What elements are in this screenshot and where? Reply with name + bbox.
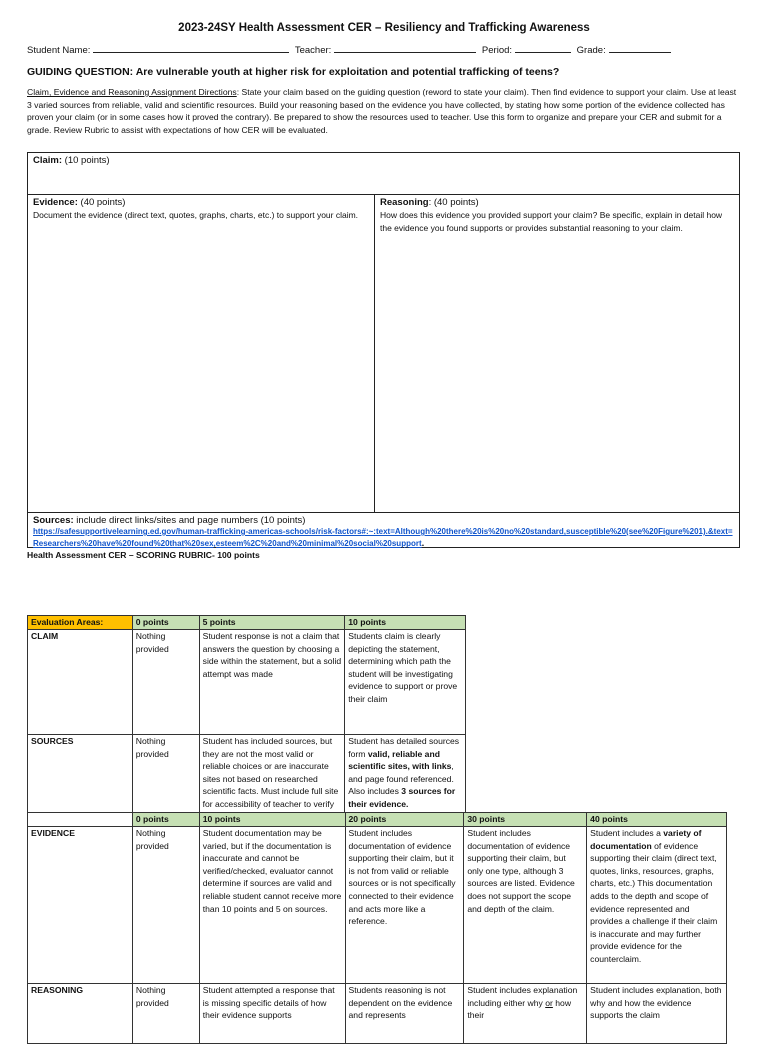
reasoning-30-text-b: or (545, 997, 553, 1008)
evidence-20-points: Student includes documentation of evidence supporting their claim, but it is not from valid or reliable sources or is not specifically connected to their evidence and acts more like a reference. (345, 827, 464, 984)
sources-label: Sources: (33, 515, 74, 526)
sources-10-text-b: valid, reliable and scientific sites, with links (348, 748, 452, 772)
evidence-row-label: EVIDENCE (28, 827, 133, 984)
teacher-label: Teacher: (294, 45, 332, 56)
student-name-blank[interactable] (93, 43, 289, 53)
document-title: 2023-24SY Health Assessment CER – Resiliency and Trafficking Awareness (178, 22, 590, 34)
period-blank[interactable] (515, 43, 571, 53)
rubric-header-row-2 (28, 813, 727, 827)
claim-0-points: Nothing provided (132, 630, 199, 735)
student-name-label: Student Name: (27, 45, 91, 56)
header2-40-points: 40 points (587, 813, 727, 827)
reasoning-points: : (40 points) (428, 197, 479, 208)
cer-form (27, 152, 740, 548)
sources-box[interactable] (28, 512, 739, 547)
sources-row-label: SOURCES (28, 735, 133, 827)
header-0-points: 0 points (132, 616, 199, 630)
evidence-40-text-a: Student includes a (590, 828, 664, 838)
claim-5-points: Student response is not a claim that answers the question by choosing a side within the statement, but a solid attempt was made (199, 630, 345, 735)
source-link[interactable]: https://safesupportivelearning.ed.gov/human-trafficking-americas-schools/risk-factors#:~:text=Although%20there%20is%20no%20standard,susceptible%20(see%20Figure%201).&text=Researchers%20have%20found%20that%20sex,esteem%2C%20and%20minimal%20social%20support (33, 527, 733, 548)
reasoning-30-text-a: Student includes explanation including either why (467, 985, 578, 1008)
sources-note: include direct links/sites and page numbers (10 points) (73, 515, 306, 526)
evidence-40-text-c: of evidence supporting their claim (direct text, quotes, links, resources, graphs, charts, etc.) This documentation adds to the depth and scope of evidence represented and provides a challenge if their claim is inaccurate and may further provide evidence for the counterclaim. (590, 840, 718, 964)
rubric-row-reasoning (28, 984, 727, 1044)
reasoning-row-label: REASONING (28, 984, 133, 1044)
rubric-table-part2 (27, 812, 727, 1044)
rubric-row-claim (28, 630, 466, 735)
header2-10-points: 10 points (199, 813, 345, 827)
source-link-period: . (421, 537, 425, 549)
evidence-40-points (587, 827, 727, 984)
reasoning-label: Reasoning (380, 197, 429, 208)
directions-text: : State your claim based on the guiding question (reword to state your claim). Then find evidence to support your claim. Use at least 3 varied sources from reliable, valid and scientific resources. Build your reasoning based on the evidence you have collected, by stating how some portion of the evidence collected has proven your claim (or in some cases how it proved the contrary). Be prepared to show the resources used to teacher. Use this form to organize and prepare your CER and submit for a grade. Review Rubric to assist with expectations of how CER will be evaluated. (27, 87, 737, 135)
claim-row-label: CLAIM (28, 630, 133, 735)
claim-10-points: Students claim is clearly depicting the statement, determining which path the student will be investigating evidence to support or prove their claim (345, 630, 466, 735)
student-info-line (27, 43, 743, 56)
evaluation-areas-header: Evaluation Areas: (28, 616, 133, 630)
reasoning-10-points: Student attempted a response that is missing specific details of how their evidence supports (199, 984, 345, 1044)
sources-10-text-c: , and page found referenced. Also includes (348, 761, 454, 797)
evidence-description: Document the evidence (direct text, quotes, graphs, charts, etc.) to support your claim. (33, 210, 359, 220)
sources-5-points: Student has included sources, but they are not the most valid or reliable choices or are inaccurate sites not based on researched scientific facts. Must include full site for accessibility of teacher to verify (199, 735, 345, 827)
header2-0-points: 0 points (132, 813, 199, 827)
grade-label: Grade: (576, 45, 606, 56)
sources-10-text-a: Student has detailed sources form (348, 736, 460, 759)
reasoning-30-points (464, 984, 587, 1044)
grade-blank[interactable] (609, 43, 671, 53)
claim-label: Claim: (33, 155, 63, 166)
claim-box[interactable] (28, 153, 739, 195)
evidence-label: Evidence: (33, 197, 78, 208)
header2-30-points: 30 points (464, 813, 587, 827)
directions-label: Claim, Evidence and Reasoning Assignment Directions (27, 87, 237, 97)
rubric-row-evidence (28, 827, 727, 984)
claim-points: (10 points) (62, 155, 110, 166)
reasoning-40-points: Student includes explanation, both why and how the evidence supports the claim (587, 984, 727, 1044)
header-10-points: 10 points (345, 616, 466, 630)
evidence-30-points: Student includes documentation of evidence supporting their claim, but only one type, although 3 sources are listed. Evidence does not support the scope and depth of the claim. (464, 827, 587, 984)
evidence-0-points: Nothing provided (132, 827, 199, 984)
teacher-blank[interactable] (334, 43, 476, 53)
sources-10-text-d: 3 sources for their evidence. (348, 786, 456, 809)
evidence-40-text-b: variety of documentation (590, 828, 702, 851)
period-label: Period: (481, 45, 513, 56)
header-5-points: 5 points (199, 616, 345, 630)
evidence-10-points: Student documentation may be varied, but if the documentation is inaccurate and cannot be verified/checked, evaluator cannot determine if sources are valid and reliable student cannot receive more than 10 points and 5 on sources. (199, 827, 345, 984)
evidence-points: (40 points) (77, 197, 126, 208)
rubric-header-row (28, 616, 466, 630)
reasoning-20-points: Students reasoning is not dependent on the evidence and represents (345, 984, 464, 1044)
rubric-title: Health Assessment CER – SCORING RUBRIC- 100 points (27, 550, 260, 560)
guiding-question: GUIDING QUESTION: Are vulnerable youth at higher risk for exploitation and potential trafficking of teens? (27, 66, 560, 78)
reasoning-description: How does this evidence you provided support your claim? Be specific, explain in detail how the evidence you found supports or provides substantial reasoning to your claim. (380, 210, 723, 233)
sources-0-points: Nothing provided (132, 735, 199, 827)
header2-20-points: 20 points (345, 813, 464, 827)
evidence-box[interactable] (28, 195, 375, 512)
reasoning-0-points: Nothing provided (132, 984, 199, 1044)
header-blank (28, 813, 133, 827)
rubric-table-part1 (27, 615, 466, 827)
reasoning-box[interactable] (375, 195, 739, 512)
reasoning-30-text-c: how their (467, 997, 572, 1021)
assignment-directions (27, 86, 743, 136)
